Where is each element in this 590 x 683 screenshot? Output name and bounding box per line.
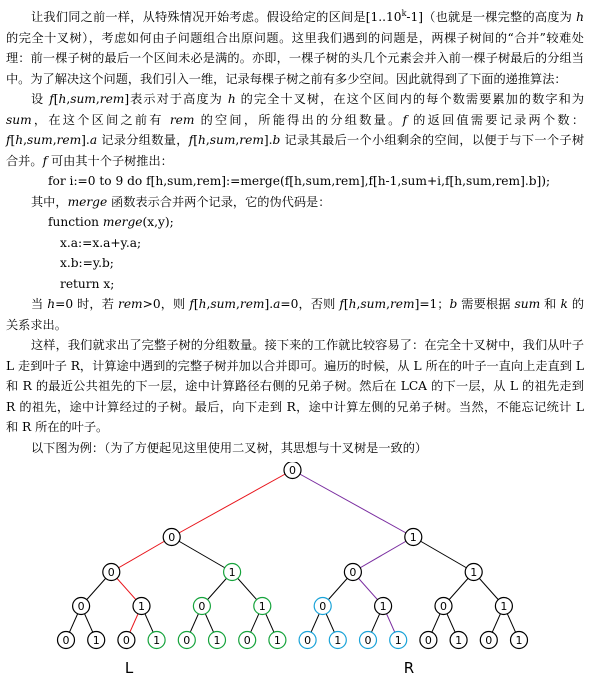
svg-text:1: 1: [213, 634, 221, 647]
tree-edge: [172, 470, 293, 537]
tree-node: [58, 632, 75, 649]
tree-edges: [66, 470, 519, 640]
tree-node: [73, 598, 90, 615]
tree-nodes: [58, 462, 528, 649]
tree-node: [435, 598, 452, 615]
code-line-a: x.a:=x.a+y.a;: [60, 235, 142, 250]
tree-node: [118, 632, 135, 649]
svg-text:1: 1: [273, 634, 281, 647]
svg-text:1: 1: [153, 634, 161, 647]
paragraph-intro: 让我们同之前一样，从特殊情况开始考虑。假设给定的区间是[1..10$^k$-1]（也就是一棵完整的高度为 h 的完全十叉树），考虑如何由子问题组合出原问题。这里我们遇到的问题是，两棵子树间的“合并”较难处理：前一棵子树的最后一个区间未必是满的。亦即，一棵子树的头几个元素会并入前一棵子树最后的分组当中。为了解决这个问题，我们引入一维，记录每棵子树之前有多少空间。因此就得到了下面的递推算法：: [6, 9, 584, 86]
leaf-label-l: L: [124, 659, 134, 677]
tree-node: [375, 598, 392, 615]
tree-node: [163, 529, 180, 546]
svg-text:0: 0: [62, 634, 70, 647]
svg-text:0: 0: [198, 600, 206, 613]
code-line-return: return x;: [60, 276, 115, 291]
paragraph-merge-desc: 其中，merge 函数表示合并两个记录，它的伪代码是：: [31, 194, 331, 209]
tree-node: [224, 564, 241, 581]
svg-text:1: 1: [515, 634, 523, 647]
svg-text:1: 1: [455, 634, 463, 647]
tree-edge: [353, 537, 413, 572]
svg-text:0: 0: [122, 634, 130, 647]
tree-node: [299, 632, 316, 649]
svg-text:1: 1: [334, 634, 342, 647]
document-body: [6, 4, 584, 458]
tree-node: [193, 598, 210, 615]
svg-text:1: 1: [92, 634, 100, 647]
tree-node: [405, 529, 422, 546]
tree-node: [148, 632, 165, 649]
code-line-for: for i:=0 to 9 do f[h,sum,rem]:=merge(f[h,sum,rem],f[h-1,sum+i,f[h,sum,rem].b]);: [48, 174, 551, 189]
paragraph-traversal: 这样，我们就求出了完整子树的分组数量。接下来的工作就比较容易了：在完全十叉树中，我们从叶子 L 走到叶子 R，计算途中遇到的完整子树并加以合并即可。遍历的时候，从 L 所在的叶子一直向上走直到 L 和 R 的最近公共祖先的下一层，途中计算路径右侧的兄弟子树。然后在 LCA 的下一层，从 L 的祖先走到 R 的祖先，途中计算经过的子树。最后，向下走到 R，途中计算左侧的兄弟子树。当然，不能忘记统计 L 和 R 所在的叶子。: [6, 338, 584, 435]
tree-node: [465, 564, 482, 581]
svg-text:0: 0: [485, 634, 493, 647]
paragraph-base-case: 当 h=0 时，若 rem>0，则 f[h,sum,rem].a=0，否则 f[h,sum,rem]=1；b 需要根据 sum 和 k 的关系求出。: [6, 297, 585, 332]
svg-text:0: 0: [289, 464, 296, 477]
tree-edge: [293, 470, 414, 537]
svg-text:1: 1: [409, 531, 417, 544]
svg-text:0: 0: [107, 566, 115, 579]
svg-text:1: 1: [258, 600, 266, 613]
svg-text:0: 0: [304, 634, 312, 647]
svg-text:1: 1: [228, 566, 236, 579]
svg-text:1: 1: [394, 634, 402, 647]
tree-node: [360, 632, 377, 649]
tree-node: [450, 632, 467, 649]
tree-node: [495, 598, 512, 615]
svg-text:1: 1: [500, 600, 508, 613]
leaf-label-r: R: [403, 659, 415, 677]
code-line-b: x.b:=y.b;: [60, 256, 114, 271]
tree-node: [103, 564, 120, 581]
tree-node: [314, 598, 331, 615]
svg-text:1: 1: [470, 566, 478, 579]
code-line-function: function merge(x,y);: [48, 215, 174, 230]
svg-text:0: 0: [319, 600, 327, 613]
tree-edge: [413, 537, 473, 572]
tree-node: [390, 632, 407, 649]
svg-text:1: 1: [138, 600, 145, 613]
tree-node: [133, 598, 150, 615]
tree-node: [254, 598, 271, 615]
svg-text:0: 0: [168, 531, 176, 544]
svg-text:0: 0: [424, 634, 432, 647]
svg-text:0: 0: [183, 634, 191, 647]
binary-tree-diagram: [0, 462, 590, 683]
tree-node: [269, 632, 286, 649]
tree-edge: [111, 537, 171, 572]
svg-text:1: 1: [379, 600, 387, 613]
tree-node: [88, 632, 105, 649]
tree-node: [178, 632, 195, 649]
svg-text:0: 0: [243, 634, 251, 647]
tree-node: [329, 632, 346, 649]
svg-text:0: 0: [77, 600, 85, 613]
tree-node: [480, 632, 497, 649]
svg-text:0: 0: [364, 634, 372, 647]
tree-node: [511, 632, 528, 649]
tree-node: [420, 632, 437, 649]
tree-node: [284, 462, 301, 479]
tree-edge: [172, 537, 232, 572]
paragraph-example: 以下图为例：（为了方便起见这里使用二叉树，其思想与十叉树是一致的）: [31, 440, 428, 455]
tree-node: [344, 564, 361, 581]
paragraph-definition: 设 f[h,sum,rem]表示对于高度为 h 的完全十叉树，在这个区间内的每个数需要累加的数字和为 sum，在这个区间之前有 rem 的空间，所能得出的分组数量。f 的返回值需要记录两个数：f[h,sum,rem].a 记录分组数量，f[h,sum,rem].b 记录其最后一个小组剩余的空间，以便于与下一个子树合并。f 可由其十个子树推出：: [6, 92, 585, 168]
svg-text:0: 0: [440, 600, 447, 613]
tree-node: [209, 632, 226, 649]
svg-text:0: 0: [349, 566, 357, 579]
tree-node: [239, 632, 256, 649]
